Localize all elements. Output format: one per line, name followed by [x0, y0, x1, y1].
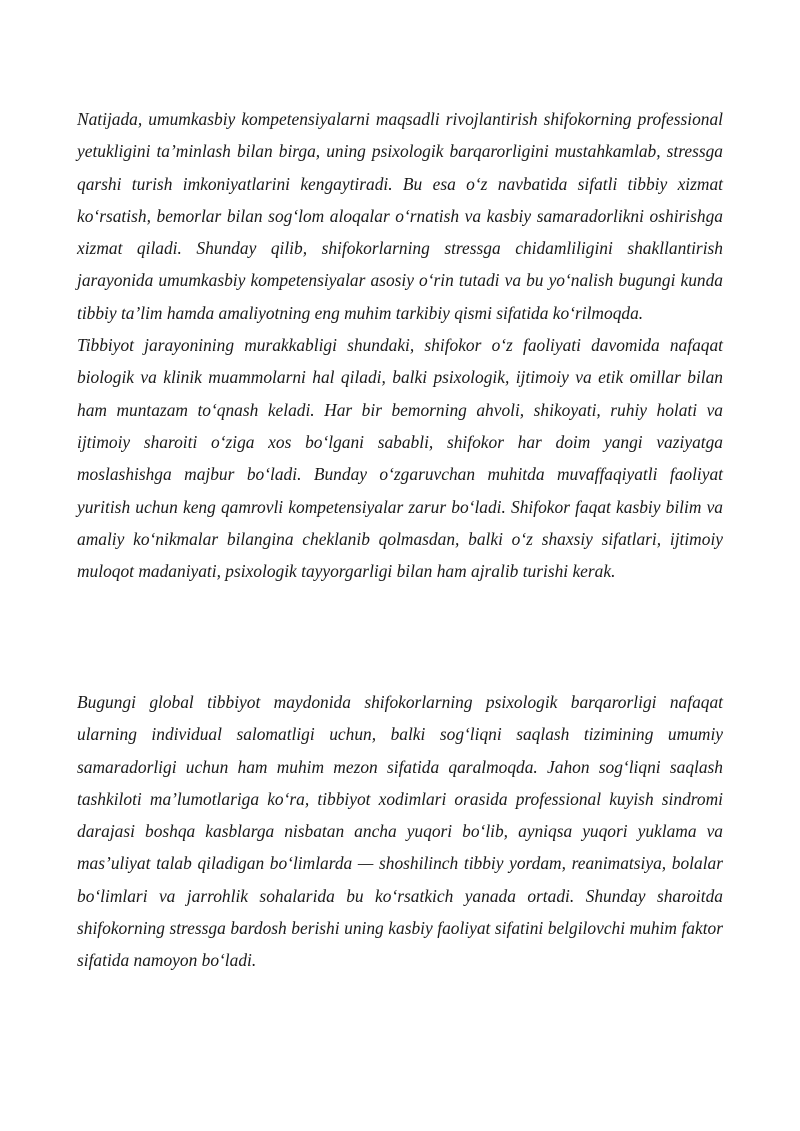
paragraph-3: Bugungi global tibbiyot maydonida shifokorlarning psixologik barqarorligi nafaqat ularning individual salomatligi uchun, balki sog‘liqni saqlash tizimining umumiy samaradorligi uchun ham muhim mezon sifatida qaralmoqda. Jahon sog‘liqni saqlash tashkiloti ma’lumotlariga ko‘ra, tibbiyot xodimlari orasida professional kuyish sindromi darajasi boshqa kasblarga nisbatan ancha yuqori bo‘lib, ayniqsa yuqori yuklama va mas’uliyat talab qiladigan bo‘limlarda — shoshilinch tibbiy yordam, reanimatsiya, bolalar bo‘limlari va jarrohlik sohalarida bu ko‘rsatkich yanada ortadi. Shunday sharoitda shifokorning stressga bardosh berishi uning kasbiy faoliyat sifatini belgilovchi muhim faktor sifatida namoyon bo‘ladi.: [77, 692, 723, 971]
paragraph-2: Tibbiyot jarayonining murakkabligi shundaki, shifokor o‘z faoliyati davomida nafaqat biologik va klinik muammolarni hal qiladi, balki psixologik, ijtimoiy va etik omillar bilan ham muntazam to‘qnash keladi. Har bir bemorning ahvoli, shikoyati, ruhiy holati va ijtimoiy sharoiti o‘ziga xos bo‘lgani sababli, shifokor har doim yangi vaziyatga moslashishga majbur bo‘ladi. Bunday o‘zgaruvchan muhitda muvaffaqiyatli faoliyat yuritish uchun keng qamrovli kompetensiyalar zarur bo‘ladi. Shifokor faqat kasbiy bilim va amaliy ko‘nikmalar bilangina cheklanib qolmasdan, balki o‘z shaxsiy sifatlari, ijtimoiy muloqot madaniyati, psixologik tayyorgarligi bilan ham ajralib turishi kerak.: [77, 335, 723, 582]
text-block-lower: [77, 686, 723, 977]
text-block-upper: [77, 103, 723, 587]
paragraph-1: Natijada, umumkasbiy kompetensiyalarni maqsadli rivojlantirish shifokorning professional yetukligini ta’minlash bilan birga, uning psixologik barqarorligini mustahkamlab, stressga qarshi turish imkoniyatlarini kengaytiradi. Bu esa o‘z navbatida sifatli tibbiy xizmat ko‘rsatish, bemorlar bilan sog‘lom aloqalar o‘rnatish va kasbiy samaradorlikni oshirishga xizmat qiladi. Shunday qilib, shifokorlarning stressga chidamliligini shakllantirish jarayonida umumkasbiy kompetensiyalar asosiy o‘rin tutadi va bu yo‘nalish bugungi kunda tibbiy ta’lim hamda amaliyotning eng muhim tarkibiy qismi sifatida ko‘rilmoqda.: [77, 109, 723, 323]
